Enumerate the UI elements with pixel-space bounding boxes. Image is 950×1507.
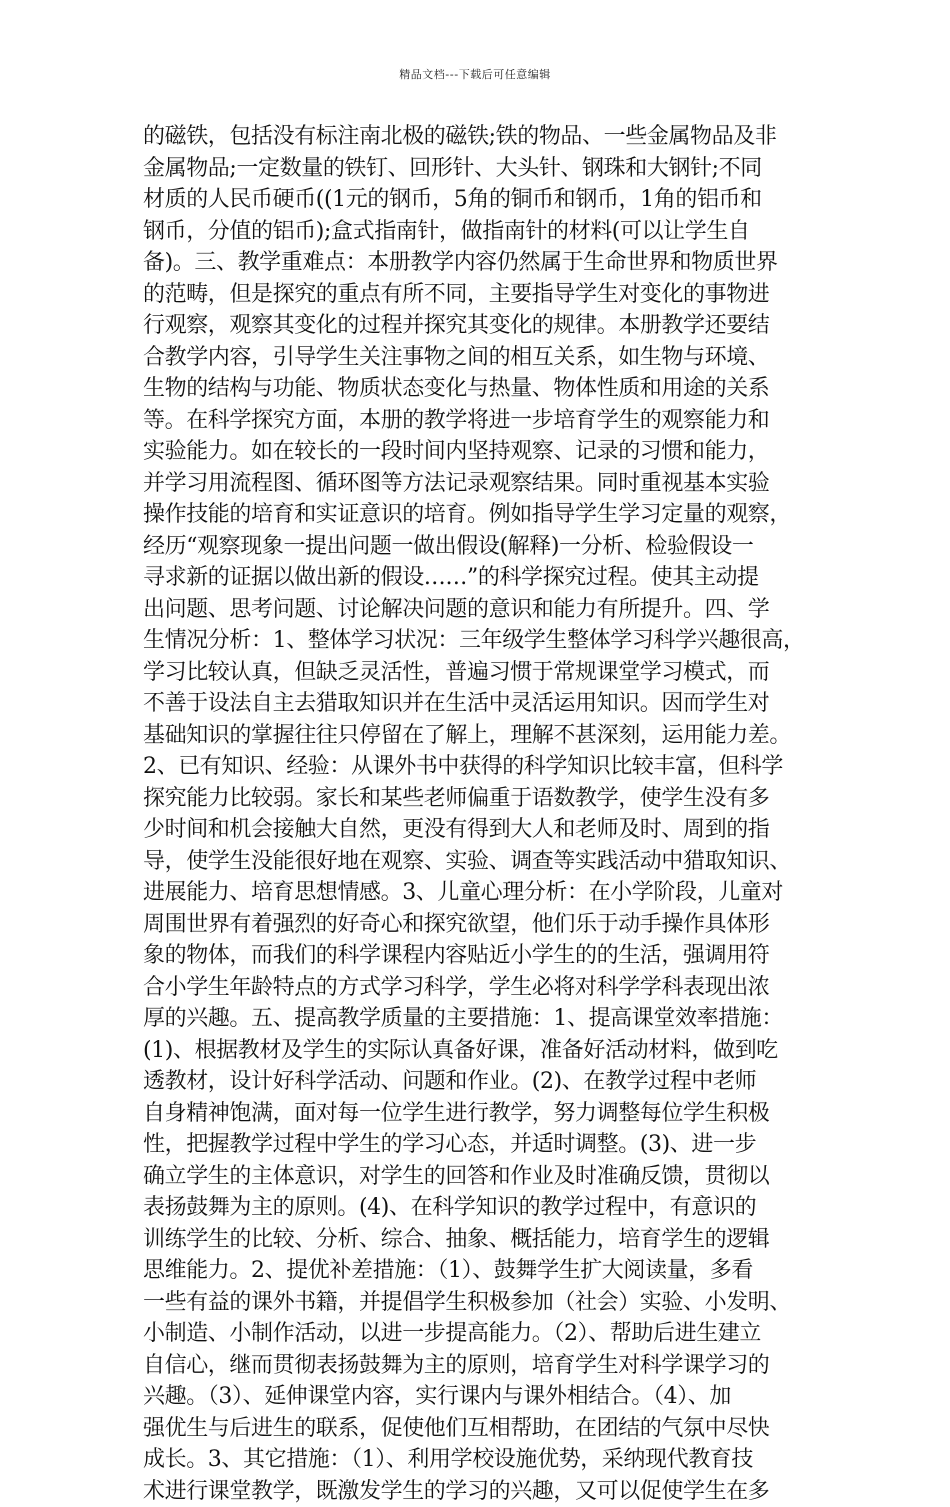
- body-text-line: 等。在科学探究方面，本册的教学将进一步培育学生的观察能力和: [143, 405, 809, 437]
- body-text-line: 生物的结构与功能、物质状态变化与热量、物体性质和用途的关系: [143, 373, 809, 405]
- body-text-line: 学习比较认真，但缺乏灵活性，普遍习惯于常规课堂学习模式，而: [143, 657, 809, 689]
- body-text-line: 生情况分析：1、整体学习状况：三年级学生整体学习科学兴趣很高，: [143, 625, 809, 657]
- body-text-line: 不善于设法自主去猎取知识并在生活中灵活运用知识。因而学生对: [143, 688, 809, 720]
- body-text-line: 金属物品;一定数量的铁钉、回形针、大头针、钢珠和大钢针;不同: [143, 153, 809, 185]
- body-text-line: 确立学生的主体意识，对学生的回答和作业及时准确反馈，贯彻以: [143, 1161, 809, 1193]
- body-text-line: 基础知识的掌握往往只停留在了解上，理解不甚深刻，运用能力差。: [143, 720, 809, 752]
- body-text-line: 周围世界有着强烈的好奇心和探究欲望，他们乐于动手操作具体形: [143, 909, 809, 941]
- body-text-line: 性，把握教学过程中学生的学习心态，并适时调整。(3)、进一步: [143, 1129, 809, 1161]
- body-text-line: 2、已有知识、经验：从课外书中获得的科学知识比较丰富，但科学: [143, 751, 809, 783]
- body-text-line: 术进行课堂教学，既激发学生的学习的兴趣，又可以促使学生在多: [143, 1476, 809, 1507]
- body-text-line: 思维能力。2、提优补差措施：（1）、鼓舞学生扩大阅读量，多看: [143, 1255, 809, 1287]
- body-text-line: 经历“观察现象一提出问题一做出假设(解释)一分析、检验假设一: [143, 531, 809, 563]
- body-text-line: 进展能力、培育思想情感。3、儿童心理分析：在小学阶段，儿童对: [143, 877, 809, 909]
- body-text-line: 兴趣。（3）、延伸课堂内容，实行课内与课外相结合。（4）、加: [143, 1381, 809, 1413]
- body-text-line: 探究能力比较弱。家长和某些老师偏重于语数教学，使学生没有多: [143, 783, 809, 815]
- body-text-line: 行观察，观察其变化的过程并探究其变化的规律。本册教学还要结: [143, 310, 809, 342]
- body-text-line: 自身精神饱满，面对每一位学生进行教学，努力调整每位学生积极: [143, 1098, 809, 1130]
- body-text-line: 寻求新的证据以做出新的假设……”的科学探究过程。使其主动提: [143, 562, 809, 594]
- body-text-line: 自信心，继而贯彻表扬鼓舞为主的原则，培育学生对科学课学习的: [143, 1350, 809, 1382]
- body-text-line: 一些有益的课外书籍，并提倡学生积极参加（社会）实验、小发明、: [143, 1287, 809, 1319]
- body-text-line: 合教学内容，引导学生关注事物之间的相互关系，如生物与环境、: [143, 342, 809, 374]
- body-text-line: 厚的兴趣。五、提高教学质量的主要措施：1、提高课堂效率措施：: [143, 1003, 809, 1035]
- body-text-line: (1)、根据教材及学生的实际认真备好课，准备好活动材料，做到吃: [143, 1035, 809, 1067]
- body-text-line: 实验能力。如在较长的一段时间内坚持观察、记录的习惯和能力，: [143, 436, 809, 468]
- body-text-line: 强优生与后进生的联系，促使他们互相帮助，在团结的气氛中尽快: [143, 1413, 809, 1445]
- body-text-line: 的范畴，但是探究的重点有所不同，主要指导学生对变化的事物进: [143, 279, 809, 311]
- body-text-line: 少时间和机会接触大自然，更没有得到大人和老师及时、周到的指: [143, 814, 809, 846]
- document-body: [143, 121, 809, 1507]
- body-text-line: 小制造、小制作活动，以进一步提高能力。（2）、帮助后进生建立: [143, 1318, 809, 1350]
- body-text-line: 训练学生的比较、分析、综合、抽象、概括能力，培育学生的逻辑: [143, 1224, 809, 1256]
- body-text-line: 合小学生年龄特点的方式学习科学，学生必将对科学学科表现出浓: [143, 972, 809, 1004]
- body-text-line: 表扬鼓舞为主的原则。(4)、在科学知识的教学过程中，有意识的: [143, 1192, 809, 1224]
- body-text-line: 钢币，分值的铝币);盒式指南针，做指南针的材料(可以让学生自: [143, 216, 809, 248]
- body-text-line: 的磁铁，包括没有标注南北极的磁铁;铁的物品、一些金属物品及非: [143, 121, 809, 153]
- page-header: 精品文档---下载后可任意编辑: [0, 66, 950, 82]
- body-text-line: 备)。三、教学重难点：本册教学内容仍然属于生命世界和物质世界: [143, 247, 809, 279]
- body-text-line: 象的物体，而我们的科学课程内容贴近小学生的的生活，强调用符: [143, 940, 809, 972]
- body-text-line: 材质的人民币硬币((1元的钢币，5角的铜币和钢币，1角的铝币和: [143, 184, 809, 216]
- body-text-line: 成长。3、其它措施：（1）、利用学校设施优势，采纳现代教育技: [143, 1444, 809, 1476]
- body-text-line: 透教材，设计好科学活动、问题和作业。(2)、在教学过程中老师: [143, 1066, 809, 1098]
- body-text-line: 出问题、思考问题、讨论解决问题的意识和能力有所提升。四、学: [143, 594, 809, 626]
- body-text-line: 并学习用流程图、循环图等方法记录观察结果。同时重视基本实验: [143, 468, 809, 500]
- body-text-line: 操作技能的培育和实证意识的培育。例如指导学生学习定量的观察，: [143, 499, 809, 531]
- body-text-line: 导，使学生没能很好地在观察、实验、调查等实践活动中猎取知识、: [143, 846, 809, 878]
